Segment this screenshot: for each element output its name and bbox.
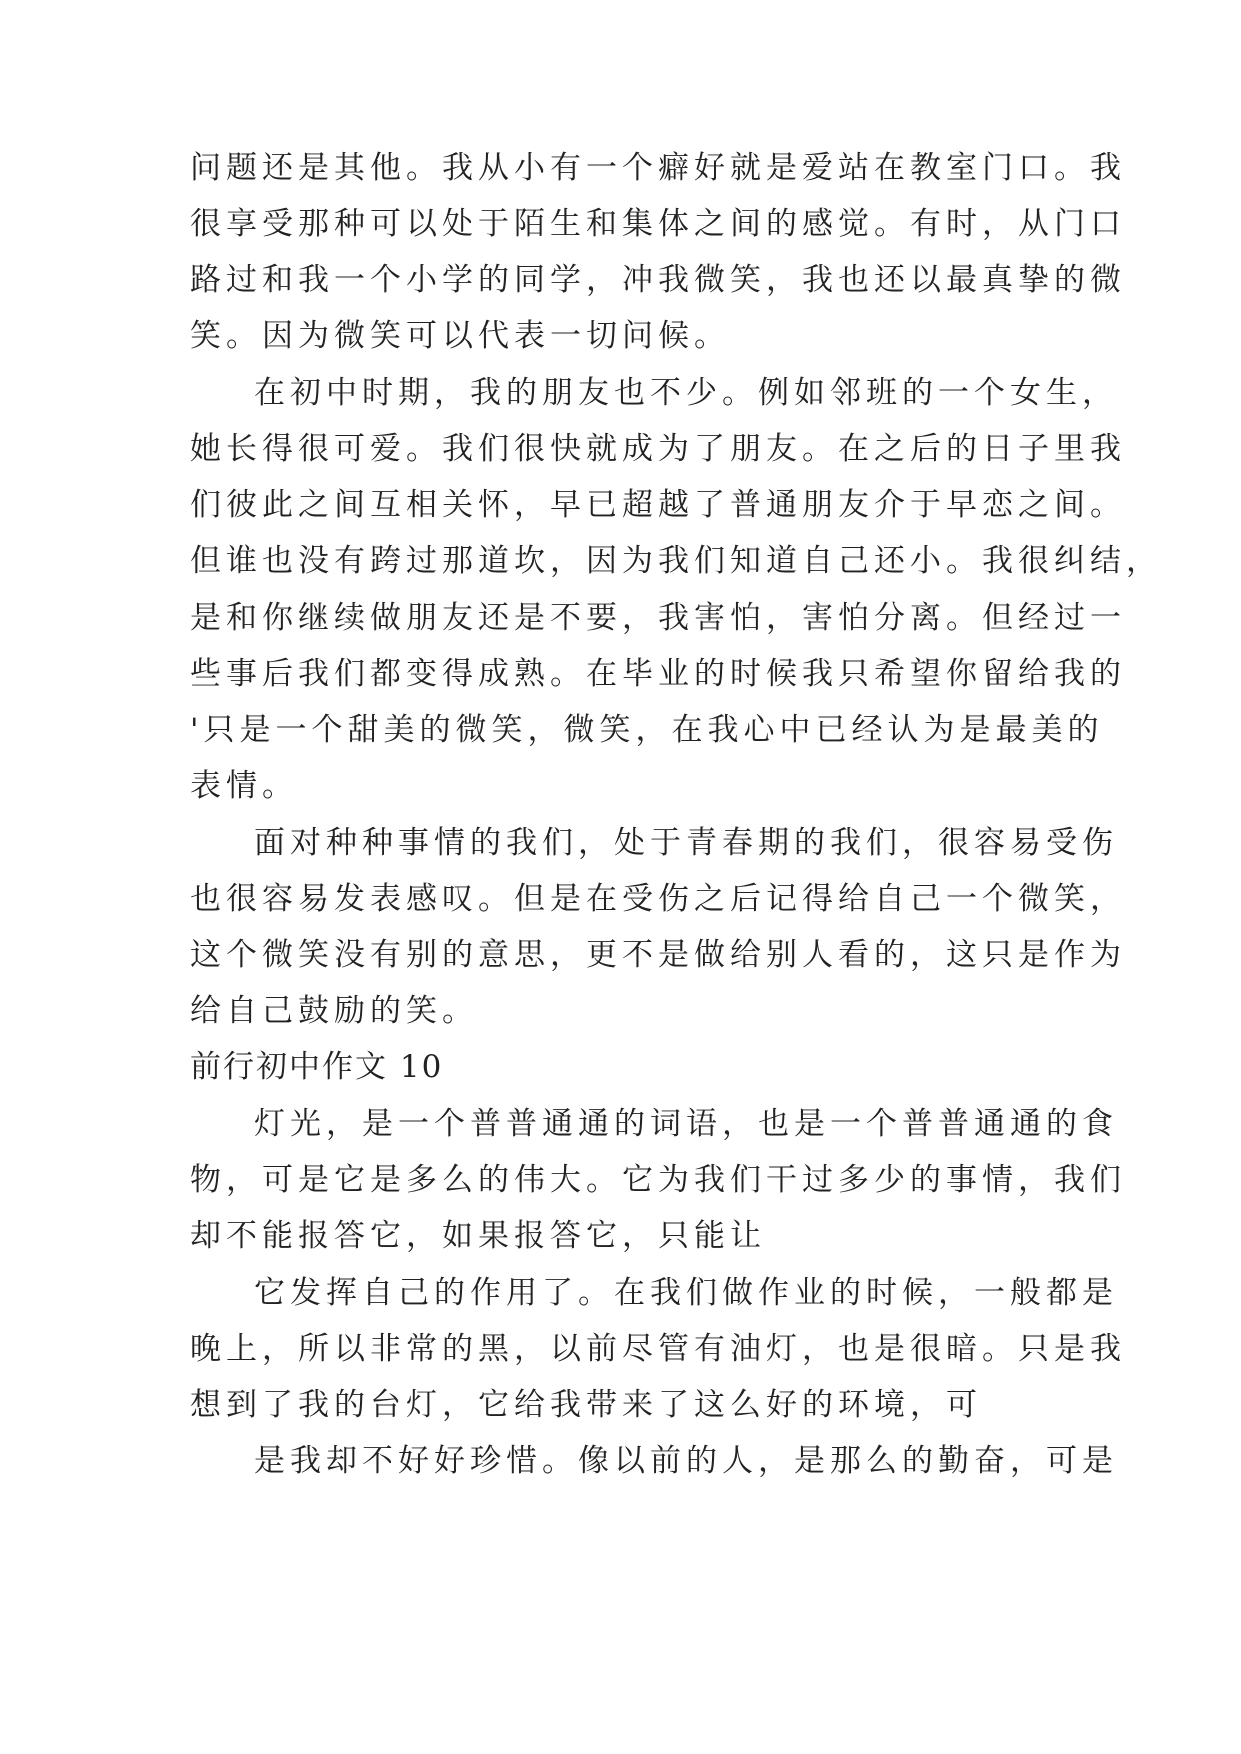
text-line: 她长得很可爱。我们很快就成为了朋友。在之后的日子里我 [190, 431, 1126, 467]
text-line: 物，可是它是多么的伟大。它为我们干过多少的事情，我们 [190, 1162, 1126, 1198]
paragraph-first-line: 是我却不好好珍惜。像以前的人，是那么的勤奋，可是 [254, 1443, 1118, 1479]
text-line: 想到了我的台灯，它给我带来了这么好的环境，可 [190, 1387, 982, 1423]
text-line: 们彼此之间互相关怀，早已超越了普通朋友介于早恋之间。 [190, 487, 1126, 523]
text-line: 也很容易发表感叹。但是在受伤之后记得给自己一个微笑， [190, 881, 1126, 917]
text-line: '只是一个甜美的微笑，微笑，在我心中已经认为是最美的 [190, 712, 1104, 748]
paragraph-first-line: 面对种种事情的我们，处于青春期的我们，很容易受伤 [254, 825, 1118, 861]
text-line: 问题还是其他。我从小有一个癖好就是爱站在教室门口。我 [190, 150, 1126, 186]
section-heading: 前行初中作文 10 [190, 1049, 444, 1085]
text-line: 但谁也没有跨过那道坎，因为我们知道自己还小。我很纠结， [190, 543, 1162, 579]
text-line: 笑。因为微笑可以代表一切问候。 [190, 318, 730, 354]
text-line: 是和你继续做朋友还是不要，我害怕，害怕分离。但经过一 [190, 600, 1126, 636]
paragraph-first-line: 灯光，是一个普普通通的词语，也是一个普普通通的食 [254, 1106, 1118, 1142]
text-line: 很享受那种可以处于陌生和集体之间的感觉。有时，从门口 [190, 206, 1126, 242]
text-line: 表情。 [190, 768, 298, 804]
text-line: 些事后我们都变得成熟。在毕业的时候我只希望你留给我的 [190, 656, 1126, 692]
text-line: 却不能报答它，如果报答它，只能让 [190, 1218, 766, 1254]
text-line: 路过和我一个小学的同学，冲我微笑，我也还以最真挚的微 [190, 262, 1126, 298]
paragraph-first-line: 它发挥自己的作用了。在我们做作业的时候，一般都是 [254, 1275, 1118, 1311]
text-line: 给自己鼓励的笑。 [190, 993, 478, 1029]
text-line: 这个微笑没有别的意思，更不是做给别人看的，这只是作为 [190, 937, 1126, 973]
text-line: 晚上，所以非常的黑，以前尽管有油灯，也是很暗。只是我 [190, 1331, 1126, 1367]
paragraph-first-line: 在初中时期，我的朋友也不少。例如邻班的一个女生， [254, 375, 1118, 411]
